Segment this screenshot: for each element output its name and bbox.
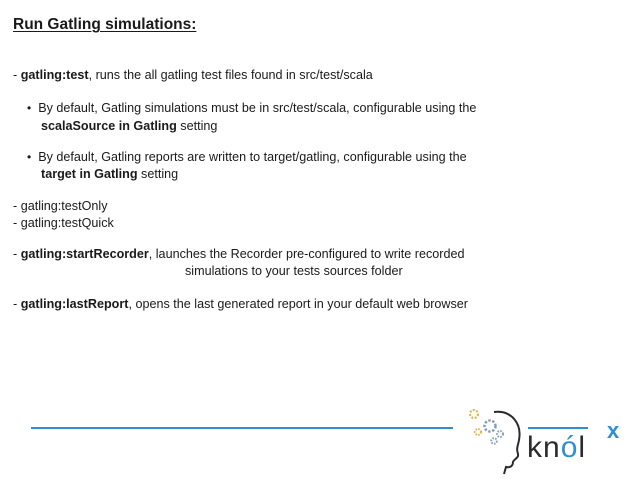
item-command: gatling:test	[20, 68, 89, 82]
list-item-continuation: simulations to your tests sources folder	[185, 264, 403, 278]
bullet-dot: •	[27, 150, 32, 164]
list-item: - gatling:testOnly	[13, 199, 108, 213]
item-prefix: -	[13, 247, 21, 261]
logo-kn: kn	[527, 431, 561, 464]
item-prefix: -	[13, 68, 21, 82]
footer-rule-right	[528, 427, 588, 429]
item-description: , runs the all gatling test files found in src/test/scala	[88, 68, 373, 82]
bullet-item-continuation	[41, 119, 217, 134]
item-description: , opens the last generated report in your default web browser	[128, 297, 468, 311]
list-item: - gatling:testQuick	[13, 216, 114, 230]
footer-rule-left	[31, 427, 453, 429]
knolx-logo-text	[527, 432, 586, 464]
bullet-dot: •	[27, 101, 32, 115]
logo-l: l	[578, 431, 587, 464]
setting-suffix: setting	[137, 167, 179, 181]
bullet-item	[27, 150, 467, 165]
setting-name: target in Gatling	[41, 167, 138, 181]
bullet-item	[27, 101, 476, 116]
setting-suffix: setting	[176, 119, 218, 133]
list-item	[13, 68, 373, 83]
logo-x-mark: x	[607, 418, 620, 443]
slide-title: Run Gatling simulations:	[13, 16, 197, 33]
knolx-head-icon	[464, 404, 524, 474]
item-command: gatling:startRecorder	[20, 247, 149, 261]
list-item	[13, 247, 464, 262]
item-description: , launches the Recorder pre-configured to write recorded	[148, 247, 465, 261]
bullet-item-continuation	[41, 167, 178, 182]
bullet-text: By default, Gatling simulations must be in src/test/scala, configurable using the	[38, 101, 477, 115]
bullet-text: By default, Gatling reports are written to target/gatling, configurable using the	[38, 150, 467, 164]
item-command: gatling:lastReport	[20, 297, 129, 311]
item-prefix: -	[13, 297, 21, 311]
logo-o: ó	[560, 431, 579, 464]
list-item	[13, 297, 468, 312]
setting-name: scalaSource in Gatling	[41, 119, 177, 133]
